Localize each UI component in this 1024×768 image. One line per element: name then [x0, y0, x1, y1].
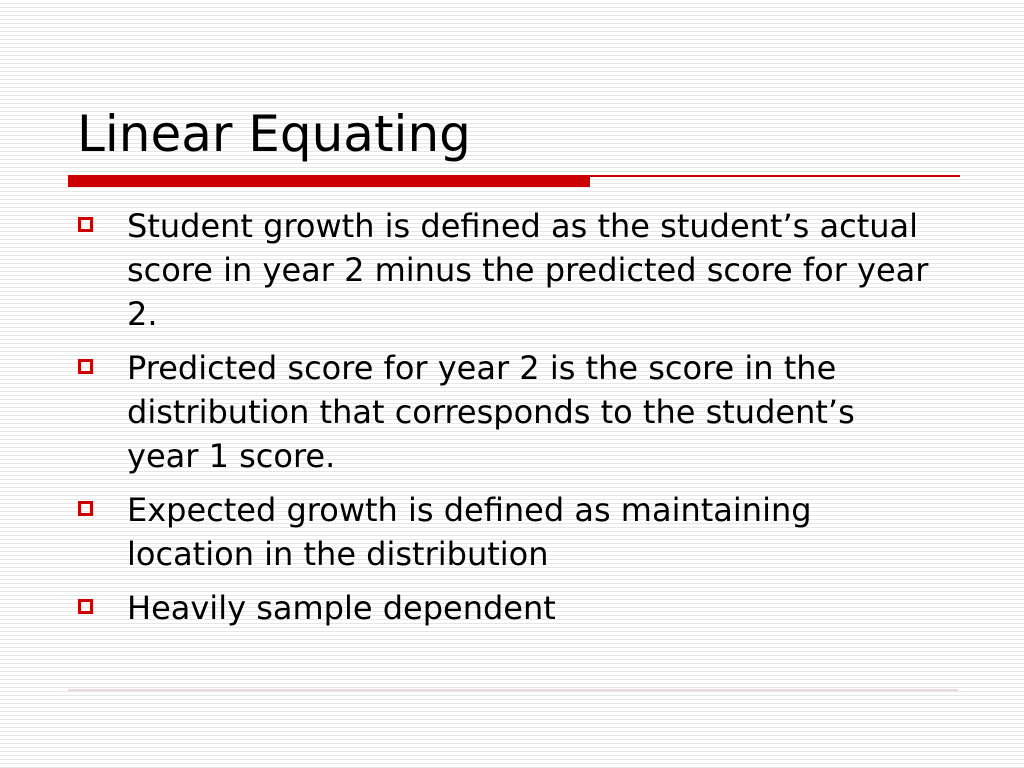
hollow-square-bullet-icon — [78, 217, 93, 232]
bullet-text: Student growth is defined as the student’s actual score in year 2 minus the predicted score for year 2. — [127, 207, 929, 333]
hollow-square-bullet-icon — [78, 599, 93, 614]
bullet-text: Heavily sample dependent — [127, 589, 556, 627]
bullet-item — [76, 204, 936, 336]
bullet-item — [76, 488, 936, 576]
bullet-text: Predicted score for year 2 is the score in the distribution that corresponds to the student’s year 1 score. — [127, 349, 855, 475]
hollow-square-bullet-icon — [78, 359, 93, 374]
title-underline-thin — [590, 175, 960, 177]
hollow-square-bullet-icon — [78, 501, 93, 516]
bullet-list — [76, 204, 936, 640]
slide-title: Linear Equating — [77, 105, 471, 163]
footer-divider — [68, 689, 958, 691]
bullet-item — [76, 346, 936, 478]
bullet-text: Expected growth is defined as maintaining location in the distribution — [127, 491, 812, 573]
title-underline-thick — [68, 175, 590, 187]
bullet-item — [76, 586, 936, 630]
